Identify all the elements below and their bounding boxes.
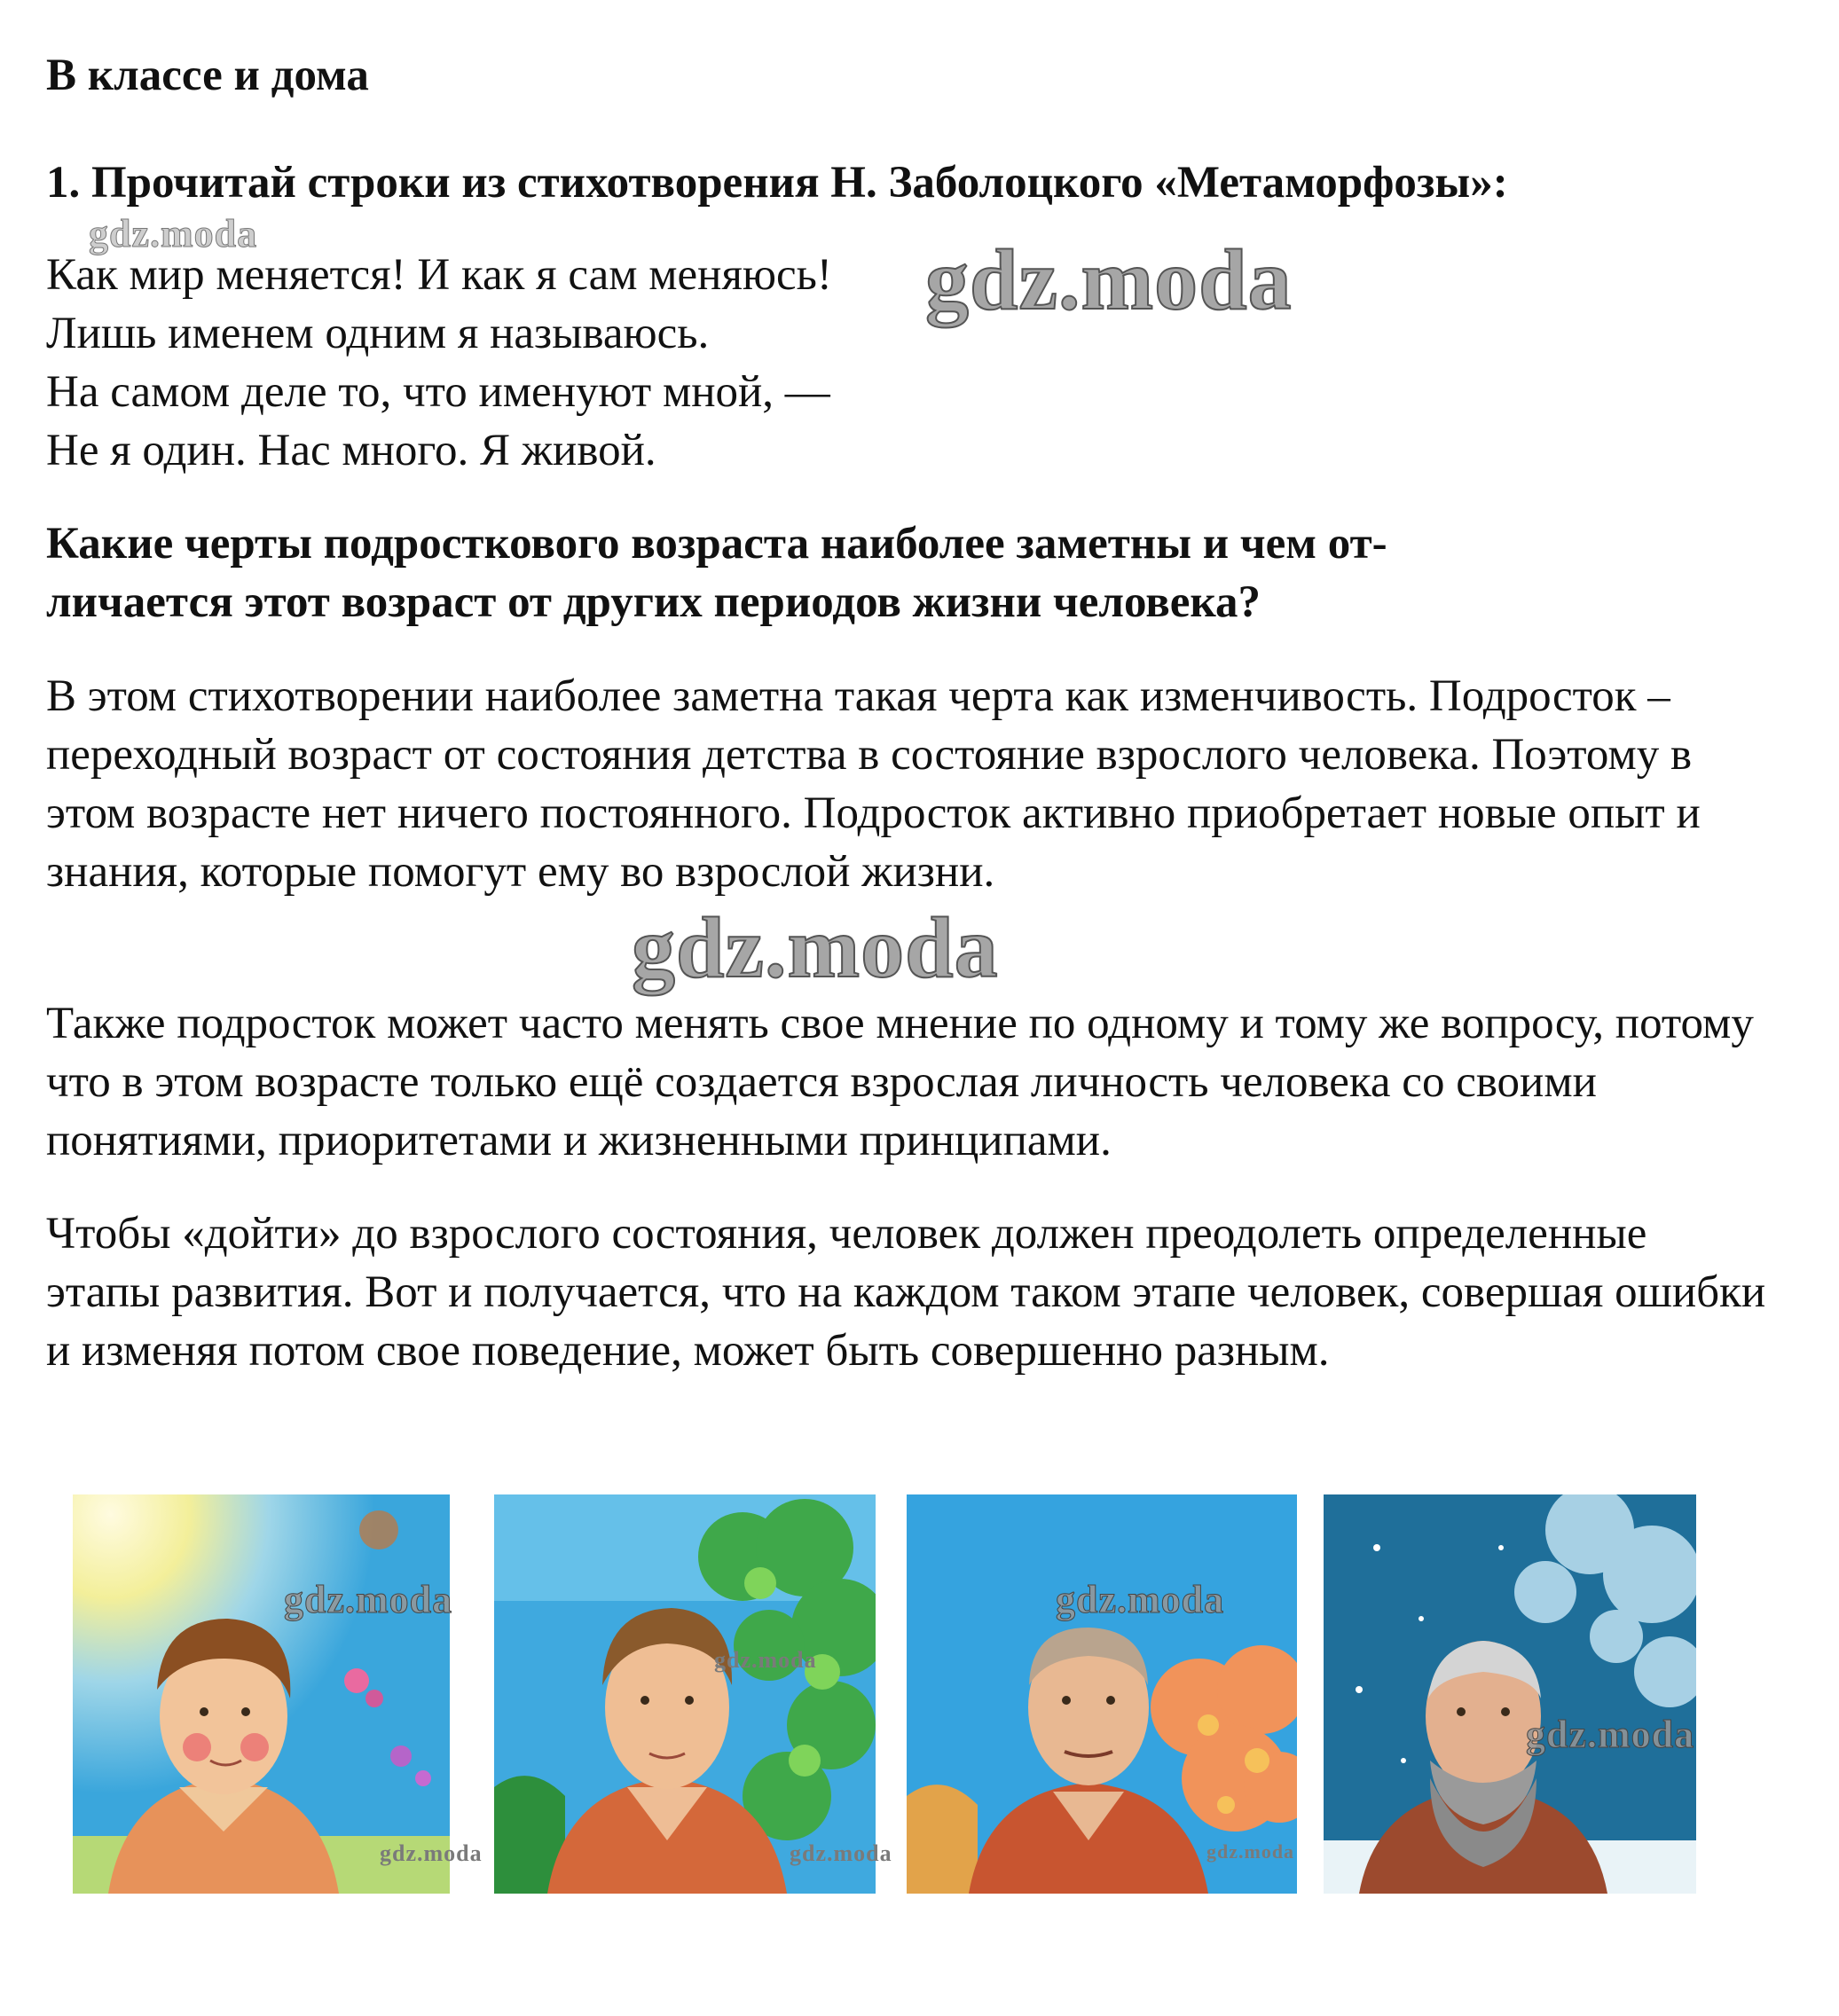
poem-line: Лишь именем одним я называюсь. (46, 309, 710, 358)
watermark: gdz.moda (714, 1647, 817, 1673)
poem (46, 246, 1767, 480)
question (46, 514, 1767, 631)
poem-line: Как мир меняется! И как я сам меняюсь! (46, 250, 832, 300)
old-man-panel (1324, 1494, 1696, 1894)
answer-paragraph: В этом стихотворении наиболее заметна такая черта как изменчивость. Подросток – переходный возраст от состояния детства в состояние взрослого человека. Поэтому в этом возрасте нет ничего постоянного. Подросток активно приобретает новые опыт и знания, которые помогут ему во взрослой жизни. (46, 671, 1701, 897)
life-stages-illustration (73, 1494, 1696, 1894)
answer-paragraph: Чтобы «дойти» до взрослого состояния, человек должен преодолеть определенные этапы развития. Вот и получается, что на каждом таком этапе человек, совершая ошибки и изменяя потом свое поведение, может быть совершенно разным. (46, 1209, 1766, 1376)
watermark: gdz.moda (1526, 1713, 1695, 1756)
question-line: Какие черты подросткового возраста наиболее заметны и чем от- (46, 519, 1387, 569)
watermark: gdz.moda (380, 1840, 483, 1866)
watermark: gdz.moda (284, 1578, 453, 1621)
poem-line: Не я один. Нас много. Я живой. (46, 426, 656, 475)
watermark: gdz.moda (1206, 1840, 1295, 1863)
answer-paragraph: Также подросток может часто менять свое мнение по одному и тому же вопросу, потому что в этом возрасте только ещё создается взрослая личность человека со своими понятиями, приоритетами и жизненными принципами. (46, 999, 1754, 1165)
watermark: gdz.moda (1056, 1578, 1225, 1621)
middle-aged-man-panel (907, 1494, 1297, 1894)
section-title: В классе и дома (46, 51, 369, 100)
young-man-panel (494, 1494, 876, 1894)
watermark: gdz.moda (925, 232, 1293, 328)
poem-line: На самом деле то, что именуют мной, — (46, 367, 830, 417)
watermark: gdz.moda (632, 900, 999, 996)
watermark: gdz.moda (790, 1840, 892, 1866)
question-line: личается этот возраст от других периодов жизни человека? (46, 577, 1261, 627)
task-title: 1. Прочитай строки из стихотворения Н. Заболоцкого «Метаморфозы»: (46, 158, 1508, 208)
boy-panel (73, 1494, 453, 1894)
watermark: gdz.moda (89, 212, 258, 255)
